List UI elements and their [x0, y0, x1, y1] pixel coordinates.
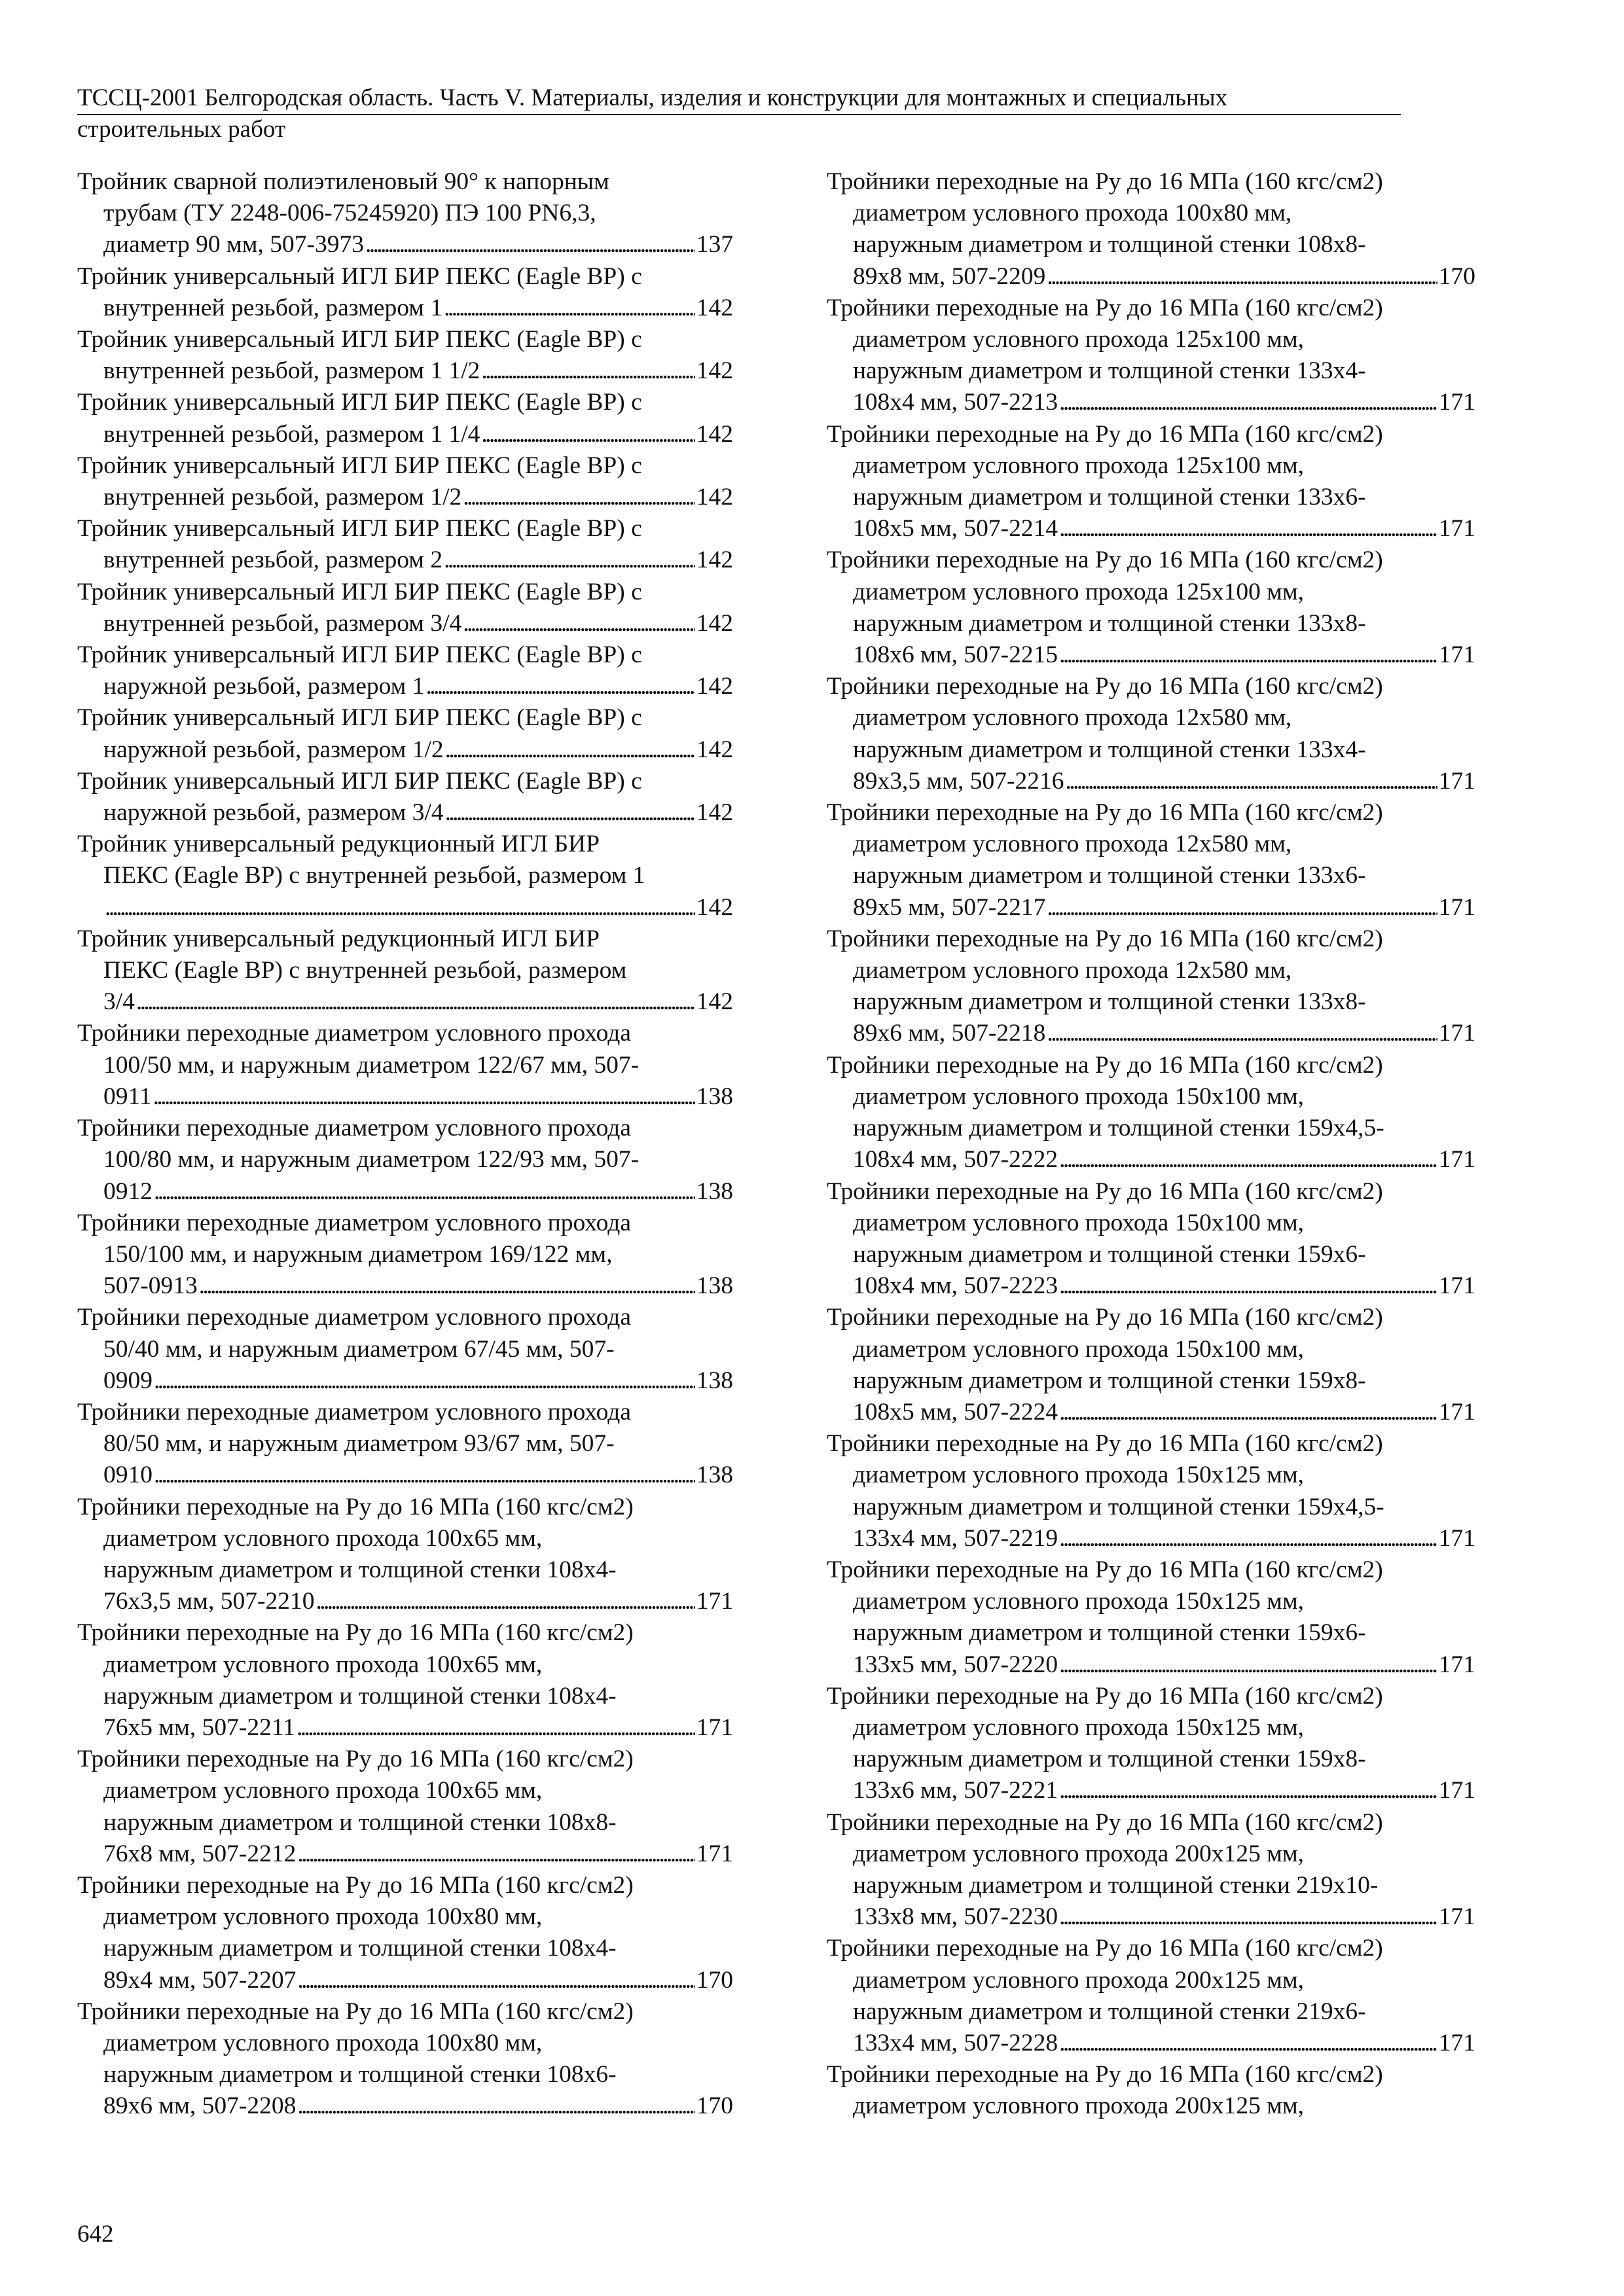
index-entry [77, 387, 733, 450]
entry-title: Тройники переходные на Ру до 16 МПа (160 кгс/см2) диаметром условного прохода 200х125 мм, [827, 2061, 1383, 2120]
index-entry [827, 1428, 1475, 1554]
entry-tail [103, 355, 733, 387]
index-entry [77, 1302, 733, 1397]
dot-leader [316, 1586, 695, 1617]
entry-title: Тройники переходные на Ру до 16 МПа (160 кгс/см2) диаметром условного прохода 100х80 мм, наружным диаметром и толщиной стенки 108х4- [77, 1871, 634, 1962]
entry-title: Тройники переходные на Ру до 16 МПа (160 кгс/см2) диаметром условного прохода 125х100 мм, наружным диаметром и толщиной стенки 133х4- [827, 294, 1383, 385]
entry-title-end: 0912 [103, 1177, 153, 1205]
index-entry [827, 1302, 1475, 1428]
entry-tail [103, 229, 733, 260]
dot-leader [1059, 639, 1437, 671]
entry-title: Тройники переходные на Ру до 16 МПа (160 кгс/см2) диаметром условного прохода 150х100 мм, наружным диаметром и толщиной стенки 159х6- [827, 1177, 1383, 1268]
index-entry [77, 1996, 733, 2123]
entry-tail [103, 1270, 733, 1302]
entry-tail [853, 1649, 1475, 1681]
entry-title-end: наружной резьбой, размером 1/2 [103, 736, 444, 763]
entry-tail [853, 1901, 1475, 1933]
entry-title: Тройник универсальный ИГЛ БИР ПЕКС (Eagle BP) с [77, 262, 642, 290]
entry-page-number: 142 [696, 484, 733, 511]
entry-title-end: 133х8 мм, 507-2230 [853, 1903, 1058, 1931]
dot-leader [1059, 2028, 1437, 2059]
index-column-right [827, 166, 1475, 2123]
dot-leader [1047, 892, 1437, 924]
dot-leader [444, 293, 695, 324]
entry-title: Тройники переходные диаметром условного прохода 50/40 мм, и наружным диаметром 67/45 мм, 507- [77, 1304, 632, 1363]
index-entry [827, 1050, 1475, 1176]
entry-title-end: 133х4 мм, 507-2219 [853, 1524, 1058, 1552]
page-header [77, 84, 1401, 144]
entry-page-number: 171 [696, 1713, 733, 1741]
dot-leader [1059, 1649, 1437, 1681]
entry-title-end: 0909 [103, 1367, 153, 1394]
entry-page-number: 142 [696, 420, 733, 448]
dot-leader [297, 1965, 695, 1996]
index-entry [77, 513, 733, 576]
index-entry [827, 166, 1475, 293]
index-entry [77, 1113, 733, 1208]
entry-page-number: 171 [1438, 2029, 1475, 2056]
entry-title: Тройник универсальный ИГЛ БИР ПЕКС (Eagle BP) с [77, 452, 642, 479]
entry-page-number: 142 [696, 988, 733, 1016]
entry-tail [853, 2028, 1475, 2059]
entry-page-number: 142 [696, 736, 733, 763]
index-entry [77, 829, 733, 924]
entry-tail [103, 482, 733, 513]
entry-page-number: 171 [1438, 1020, 1475, 1047]
entry-title: Тройник сварной полиэтиленовый 90° к напорным трубам (ТУ 2248-006-75245920) ПЭ 100 PN6,3, [77, 168, 609, 227]
entry-title: Тройники переходные диаметром условного прохода 150/100 мм, и наружным диаметром 169/122 мм, [77, 1209, 632, 1268]
index-entry [827, 1807, 1475, 1933]
index-entry [77, 1617, 733, 1744]
entry-tail [853, 1397, 1475, 1428]
entry-tail [103, 2090, 733, 2122]
entry-tail [853, 639, 1475, 671]
entry-tail [103, 892, 733, 924]
entry-page-number: 171 [1438, 767, 1475, 795]
dot-leader [1059, 1270, 1437, 1302]
entry-page-number: 142 [696, 609, 733, 637]
index-entry [827, 545, 1475, 671]
dot-leader [199, 1270, 695, 1302]
index-entry [77, 1744, 733, 1870]
entry-page-number: 142 [696, 294, 733, 321]
entry-tail [103, 608, 733, 639]
index-entry [827, 2059, 1475, 2122]
index-entry [77, 639, 733, 702]
index-column-left [77, 166, 733, 2123]
entry-title: Тройники переходные на Ру до 16 МПа (160 кгс/см2) диаметром условного прохода 150х125 мм, наружным диаметром и толщиной стенки 159х4,5- [827, 1430, 1384, 1520]
entry-title-end: 507-0913 [103, 1272, 198, 1300]
entry-tail [103, 419, 733, 450]
entry-page-number: 142 [696, 673, 733, 700]
index-entry [827, 1176, 1475, 1302]
index-entry [77, 702, 733, 765]
index-entry [77, 766, 733, 829]
dot-leader [105, 892, 695, 924]
dot-leader [445, 797, 695, 829]
entry-page-number: 171 [1438, 1903, 1475, 1931]
entry-tail [103, 1365, 733, 1397]
entry-tail [103, 1586, 733, 1617]
index-entry [77, 1870, 733, 1996]
entry-title-end: внутренней резьбой, размером 1/2 [103, 484, 462, 511]
dot-leader [154, 1365, 695, 1397]
entry-tail [103, 797, 733, 829]
entry-title-end: 89х4 мм, 507-2207 [103, 1966, 297, 1994]
entry-tail [853, 1270, 1475, 1302]
page-number: 642 [77, 2221, 114, 2248]
entry-title: Тройники переходные на Ру до 16 МПа (160 кгс/см2) диаметром условного прохода 125х100 мм, наружным диаметром и толщиной стенки 133х8- [827, 547, 1383, 637]
entry-title-end: 89х6 мм, 507-2208 [103, 2092, 297, 2120]
entry-title-end: 76х8 мм, 507-2212 [103, 1840, 297, 1867]
dot-leader [481, 355, 695, 387]
dot-leader [463, 482, 695, 513]
dot-leader [136, 986, 695, 1018]
dot-leader [463, 608, 695, 639]
entry-tail [853, 766, 1475, 797]
index-entry [827, 1681, 1475, 1807]
entry-tail [853, 1523, 1475, 1554]
entry-page-number: 142 [696, 547, 733, 574]
entry-title: Тройники переходные на Ру до 16 МПа (160 кгс/см2) диаметром условного прохода 100х65 мм, наружным диаметром и толщиной стенки 108х4- [77, 1619, 634, 1710]
entry-title-end: 89х6 мм, 507-2218 [853, 1020, 1046, 1047]
entry-title-end: 0911 [103, 1083, 152, 1110]
entry-title: Тройники переходные на Ру до 16 МПа (160 кгс/см2) диаметром условного прохода 12х580 мм, наружным диаметром и толщиной стенки 133х8- [827, 925, 1383, 1016]
entry-page-number: 138 [696, 1272, 733, 1300]
index-entry [77, 924, 733, 1018]
entry-title-end: 108х5 мм, 507-2224 [853, 1398, 1058, 1426]
entry-tail [103, 986, 733, 1018]
dot-leader [1059, 1775, 1437, 1806]
index-entry [77, 1208, 733, 1302]
entry-title-end: внутренней резьбой, размером 1 1/4 [103, 420, 480, 448]
entry-title-end: диаметр 90 мм, 507-3973 [103, 231, 364, 259]
entry-page-number: 138 [696, 1462, 733, 1489]
entry-page-number: 170 [696, 2092, 733, 2120]
entry-title: Тройники переходные на Ру до 16 МПа (160 кгс/см2) диаметром условного прохода 100х80 мм, наружным диаметром и толщиной стенки 108х6- [77, 1998, 634, 2089]
index-entry [827, 1933, 1475, 2059]
dot-leader [1059, 387, 1437, 418]
entry-title-end: наружной резьбой, размером 3/4 [103, 799, 444, 827]
entry-title: Тройник универсальный ИГЛ БИР ПЕКС (Eagle BP) с [77, 704, 642, 732]
entry-page-number: 142 [696, 799, 733, 827]
index-entry [77, 1492, 733, 1618]
index-entry [827, 671, 1475, 797]
entry-title: Тройники переходные на Ру до 16 МПа (160 кгс/см2) диаметром условного прохода 150х100 мм, наружным диаметром и толщиной стенки 159х4,5- [827, 1051, 1384, 1142]
entry-page-number: 171 [1438, 389, 1475, 416]
entry-tail [103, 1839, 733, 1870]
entry-title-end: внутренней резьбой, размером 1 1/2 [103, 357, 480, 385]
index-entry [827, 419, 1475, 545]
entry-title-end: 133х4 мм, 507-2228 [853, 2029, 1058, 2056]
dot-leader [153, 1081, 695, 1113]
entry-title: Тройники переходные на Ру до 16 МПа (160 кгс/см2) диаметром условного прохода 100х80 мм, наружным диаметром и толщиной стенки 108х8- [827, 168, 1383, 259]
entry-tail [103, 1965, 733, 1996]
entry-tail [103, 1176, 733, 1208]
index-entry [77, 1018, 733, 1113]
entry-title: Тройники переходные на Ру до 16 МПа (160 кгс/см2) диаметром условного прохода 200х125 мм, наружным диаметром и толщиной стенки 219х10- [827, 1808, 1383, 1899]
entry-title: Тройники переходные на Ру до 16 МПа (160 кгс/см2) диаметром условного прохода 12х580 мм, наружным диаметром и толщиной стенки 133х4- [827, 673, 1383, 763]
dot-leader [445, 734, 695, 766]
entry-title-end: 89х8 мм, 507-2209 [853, 262, 1046, 290]
entry-tail [853, 1775, 1475, 1806]
header-title-line1: ТССЦ-2001 Белгородская область. Часть V. Материалы, изделия и конструкции для монтажных и специальных [77, 84, 1401, 115]
index-entry [827, 1554, 1475, 1681]
entry-page-number: 171 [1438, 515, 1475, 543]
entry-tail [853, 513, 1475, 545]
entry-title: Тройники переходные на Ру до 16 МПа (160 кгс/см2) диаметром условного прохода 100х65 мм, наружным диаметром и толщиной стенки 108х8- [77, 1746, 634, 1836]
entry-title: Тройники переходные диаметром условного прохода 100/50 мм, и наружным диаметром 122/67 мм, 507- [77, 1020, 640, 1079]
entry-page-number: 171 [1438, 641, 1475, 669]
dot-leader [297, 1712, 695, 1744]
index-entry [77, 166, 733, 261]
entry-title: Тройники переходные на Ру до 16 МПа (160 кгс/см2) диаметром условного прохода 150х125 мм, наружным диаметром и толщиной стенки 159х8- [827, 1682, 1383, 1773]
header-title-line2: строительных работ [77, 116, 286, 143]
entry-title: Тройники переходные на Ру до 16 МПа (160 кгс/см2) диаметром условного прохода 125х100 мм, наружным диаметром и толщиной стенки 133х6- [827, 420, 1383, 511]
entry-title: Тройник универсальный ИГЛ БИР ПЕКС (Eagle BP) с [77, 578, 642, 605]
entry-title: Тройник универсальный ИГЛ БИР ПЕКС (Eagle BP) с [77, 641, 642, 669]
dot-leader [365, 229, 695, 260]
entry-title-end: 89х5 мм, 507-2217 [853, 893, 1046, 921]
index-entry [827, 924, 1475, 1050]
entry-tail [853, 261, 1475, 293]
entry-page-number: 171 [1438, 1272, 1475, 1300]
entry-title-end: 108х4 мм, 507-2213 [853, 389, 1058, 416]
dot-leader [154, 1460, 695, 1491]
dot-leader [1065, 766, 1437, 797]
entry-title-end: внутренней резьбой, размером 1 [103, 294, 443, 321]
entry-title-end: 133х5 мм, 507-2220 [853, 1651, 1058, 1678]
entry-title: Тройники переходные диаметром условного прохода 80/50 мм, и наружным диаметром 93/67 мм, 507- [77, 1398, 632, 1458]
index-entry [77, 1397, 733, 1492]
index-entry [827, 293, 1475, 419]
entry-page-number: 142 [696, 893, 733, 921]
entry-page-number: 171 [1438, 1524, 1475, 1552]
entry-tail [103, 734, 733, 766]
entry-page-number: 138 [696, 1083, 733, 1110]
dot-leader [154, 1176, 695, 1208]
entry-title: Тройник универсальный ИГЛ БИР ПЕКС (Eagle BP) с [77, 515, 642, 543]
dot-leader [1059, 1144, 1437, 1175]
entry-tail [853, 892, 1475, 924]
entry-title: Тройник универсальный редукционный ИГЛ БИР ПЕКС (Eagle BP) с внутренней резьбой, размером [77, 925, 627, 984]
entry-page-number: 171 [696, 1840, 733, 1867]
entry-title-end: 0910 [103, 1462, 153, 1489]
entry-tail [103, 671, 733, 702]
entry-title: Тройники переходные на Ру до 16 МПа (160 кгс/см2) диаметром условного прохода 150х125 мм, наружным диаметром и толщиной стенки 159х6- [827, 1556, 1383, 1647]
entry-page-number: 170 [696, 1966, 733, 1994]
index-entry [827, 797, 1475, 924]
entry-page-number: 170 [1438, 262, 1475, 290]
entry-page-number: 137 [696, 231, 733, 259]
entry-page-number: 138 [696, 1177, 733, 1205]
entry-title-end: 89х3,5 мм, 507-2216 [853, 767, 1064, 795]
entry-title-end: 108х4 мм, 507-2222 [853, 1146, 1058, 1174]
dot-leader [297, 2090, 695, 2122]
entry-title: Тройник универсальный ИГЛ БИР ПЕКС (Eagle BP) с [77, 767, 642, 795]
dot-leader [1047, 1018, 1437, 1049]
entry-tail [103, 1081, 733, 1113]
entry-tail [853, 1018, 1475, 1049]
entry-page-number: 171 [1438, 1651, 1475, 1678]
entry-title-end: 133х6 мм, 507-2221 [853, 1777, 1058, 1804]
entry-title: Тройники переходные на Ру до 16 МПа (160 кгс/см2) диаметром условного прохода 12х580 мм, наружным диаметром и толщиной стенки 133х6- [827, 799, 1383, 889]
index-entry [77, 450, 733, 513]
entry-title-end: 108х5 мм, 507-2214 [853, 515, 1058, 543]
entry-title-end: внутренней резьбой, размером 2 [103, 547, 443, 574]
index-entry [77, 324, 733, 387]
entry-title-end: 108х6 мм, 507-2215 [853, 641, 1058, 669]
entry-title-end: 76х3,5 мм, 507-2210 [103, 1588, 315, 1615]
entry-title: Тройник универсальный ИГЛ БИР ПЕКС (Eagle BP) с [77, 326, 642, 353]
entry-title-end: наружной резьбой, размером 1 [103, 673, 425, 700]
dot-leader [426, 671, 695, 702]
entry-tail [853, 1144, 1475, 1175]
entry-title: Тройник универсальный ИГЛ БИР ПЕКС (Eagle BP) с [77, 389, 642, 416]
entry-title: Тройники переходные на Ру до 16 МПа (160 кгс/см2) диаметром условного прохода 100х65 мм, наружным диаметром и толщиной стенки 108х4- [77, 1493, 634, 1583]
dot-leader [1059, 513, 1437, 545]
entry-page-number: 171 [1438, 1398, 1475, 1426]
index-entry [77, 577, 733, 639]
dot-leader [1059, 1397, 1437, 1428]
entry-title-end: 108х4 мм, 507-2223 [853, 1272, 1058, 1300]
entry-title-end: внутренней резьбой, размером 3/4 [103, 609, 462, 637]
entry-page-number: 171 [696, 1588, 733, 1615]
entry-tail [103, 293, 733, 324]
entry-page-number: 171 [1438, 1777, 1475, 1804]
dot-leader [1059, 1523, 1437, 1554]
entry-title-end: 3/4 [103, 988, 135, 1016]
dot-leader [481, 419, 695, 450]
entry-page-number: 138 [696, 1367, 733, 1394]
dot-leader [444, 545, 695, 576]
dot-leader [297, 1839, 695, 1870]
entry-page-number: 171 [1438, 1146, 1475, 1174]
dot-leader [1059, 1901, 1437, 1933]
entry-page-number: 142 [696, 357, 733, 385]
entry-tail [103, 1460, 733, 1491]
entry-title: Тройник универсальный редукционный ИГЛ БИР ПЕКС (Eagle BP) с внутренней резьбой, размером 1 [77, 831, 645, 889]
entry-title-end: 76х5 мм, 507-2211 [103, 1713, 295, 1741]
dot-leader [1047, 261, 1437, 293]
entry-page-number: 171 [1438, 893, 1475, 921]
entry-title: Тройники переходные диаметром условного прохода 100/80 мм, и наружным диаметром 122/93 мм, 507- [77, 1115, 640, 1174]
entry-tail [853, 387, 1475, 418]
entry-title: Тройники переходные на Ру до 16 МПа (160 кгс/см2) диаметром условного прохода 150х100 мм, наружным диаметром и толщиной стенки 159х8- [827, 1304, 1383, 1394]
entry-tail [103, 545, 733, 576]
index-entry [77, 261, 733, 324]
entry-title: Тройники переходные на Ру до 16 МПа (160 кгс/см2) диаметром условного прохода 200х125 мм, наружным диаметром и толщиной стенки 219х6- [827, 1935, 1383, 2025]
entry-tail [103, 1712, 733, 1744]
